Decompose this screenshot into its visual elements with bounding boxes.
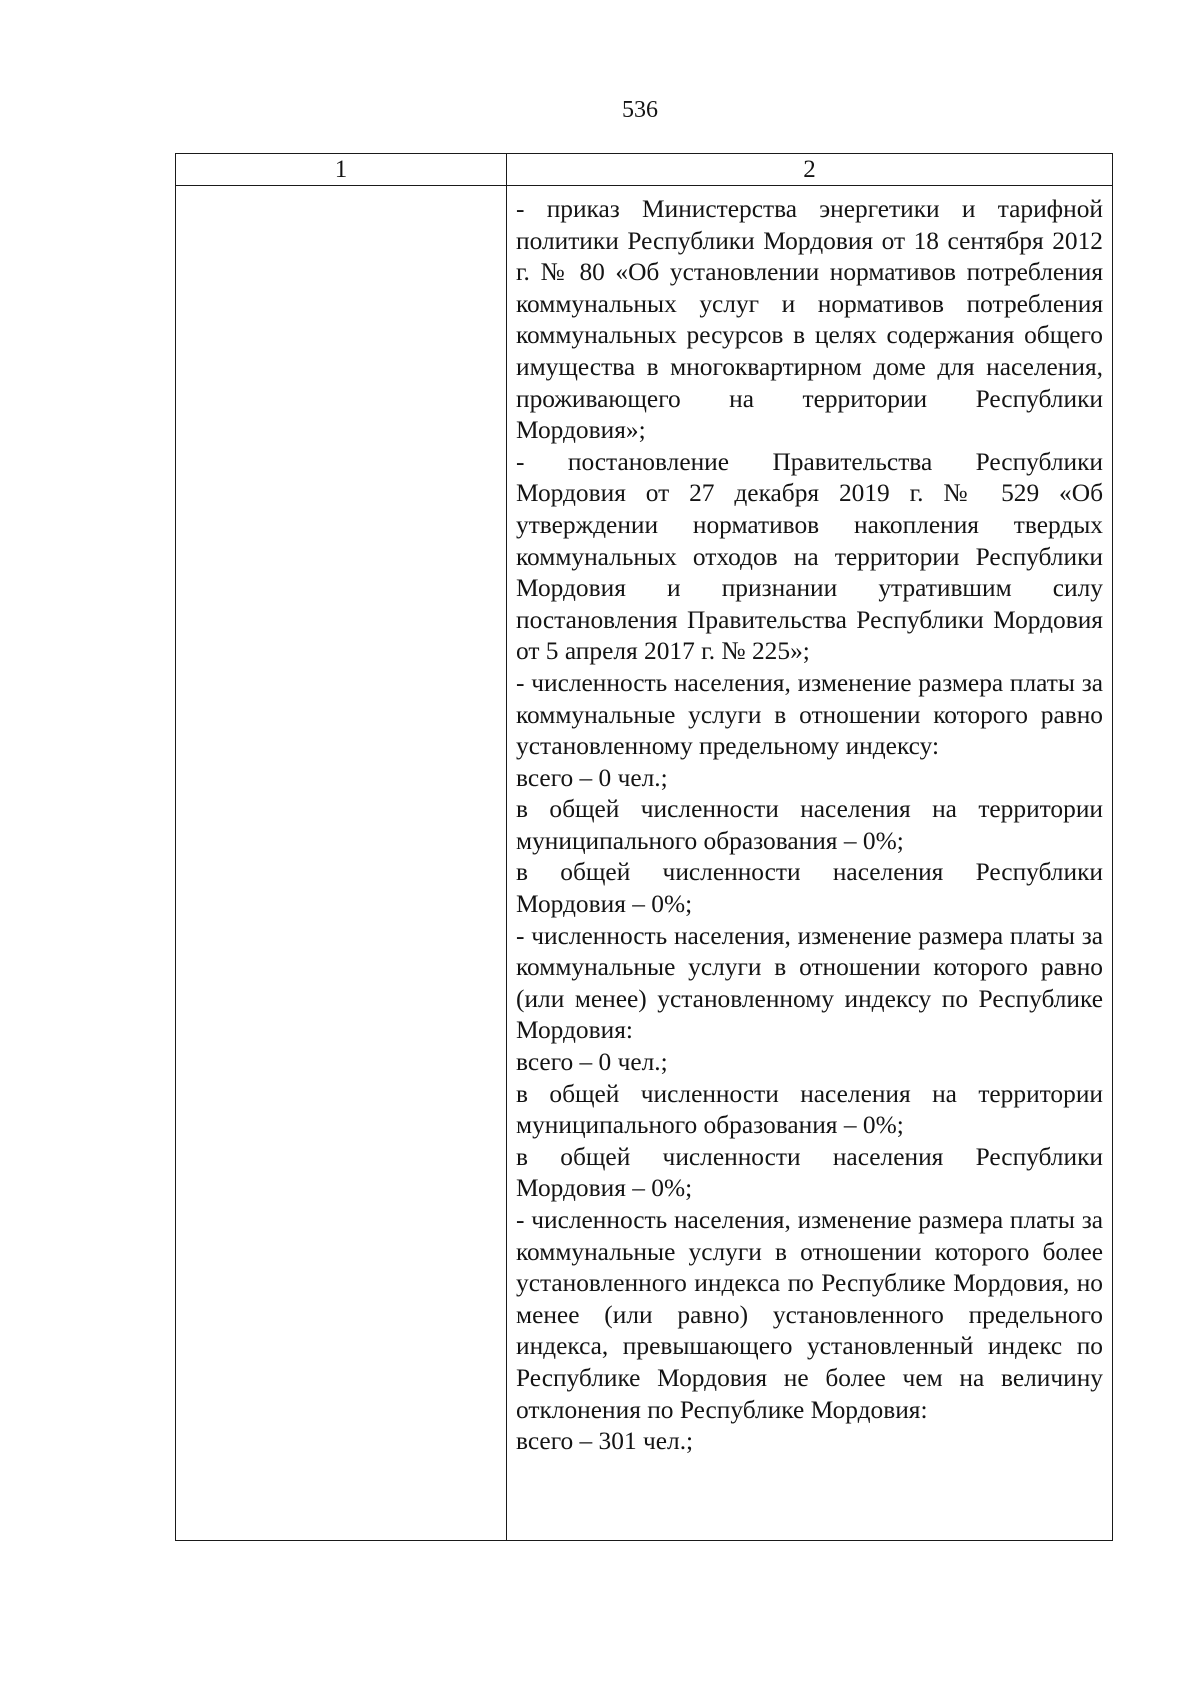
- paragraph-municipal-share-2: в общей численности населения на территории муниципального образования – 0%;: [516, 1079, 1103, 1140]
- paragraph-population-above-index: - численность населения, изменение размера платы за коммунальные услуги в отношении которого более установленного индекса по Республике Мордовия, но менее (или равно) установленного предельного индекса, превышающего установленный индекс по Республике Мордовия не более чем на величину отклонения по Республике Мордовия:: [516, 1206, 1103, 1424]
- column-2-header: 2: [507, 154, 1113, 186]
- paragraph-total-2: всего – 0 чел.;: [516, 1048, 668, 1077]
- paragraph-order-ministry: - приказ Министерства энергетики и тарифной политики Республики Мордовия от 18 сентября 2012 г. № 80 «Об установлении нормативов потребления коммунальных услуг и нормативов потребления коммунальных ресурсов в целях содержания общего имущества в многоквартирном доме для населения, проживающего на территории Республики Мордовия»;: [516, 195, 1103, 445]
- document-table: [175, 153, 1113, 1541]
- table-header-row: [176, 154, 1113, 186]
- paragraph-total-3: всего – 301 чел.;: [516, 1427, 694, 1456]
- column-1-header: 1: [176, 154, 507, 186]
- column-2-cell: [507, 186, 1113, 1541]
- paragraph-population-equal-limit: - численность населения, изменение размера платы за коммунальные услуги в отношении которого равно установленному предельному индексу:: [516, 668, 1103, 761]
- table-body-row: [176, 186, 1113, 1541]
- page-number: 536: [622, 97, 658, 123]
- paragraph-municipal-share-1: в общей численности населения на территории муниципального образования – 0%;: [516, 795, 1103, 855]
- paragraph-republic-share-1: в общей численности населения Республики Мордовия – 0%;: [516, 858, 1103, 919]
- paragraph-population-equal-or-less-index: - численность населения, изменение размера платы за коммунальные услуги в отношении которого равно (или менее) установленному индексу по Республике Мордовия:: [516, 921, 1103, 1045]
- paragraph-government-resolution: - постановление Правительства Республики Мордовия от 27 декабря 2019 г. № 529 «Об утверждении нормативов накопления твердых коммунальных отходов на территории Республики Мордовия и признании утратившим силу постановления Правительства Республики Мордовия от 5 апреля 2017 г. № 225»;: [516, 447, 1103, 666]
- paragraph-republic-share-2: в общей численности населения Республики Мордовия – 0%;: [516, 1142, 1103, 1203]
- paragraph-total-1: всего – 0 чел.;: [516, 763, 668, 792]
- column-1-cell: [176, 186, 507, 1541]
